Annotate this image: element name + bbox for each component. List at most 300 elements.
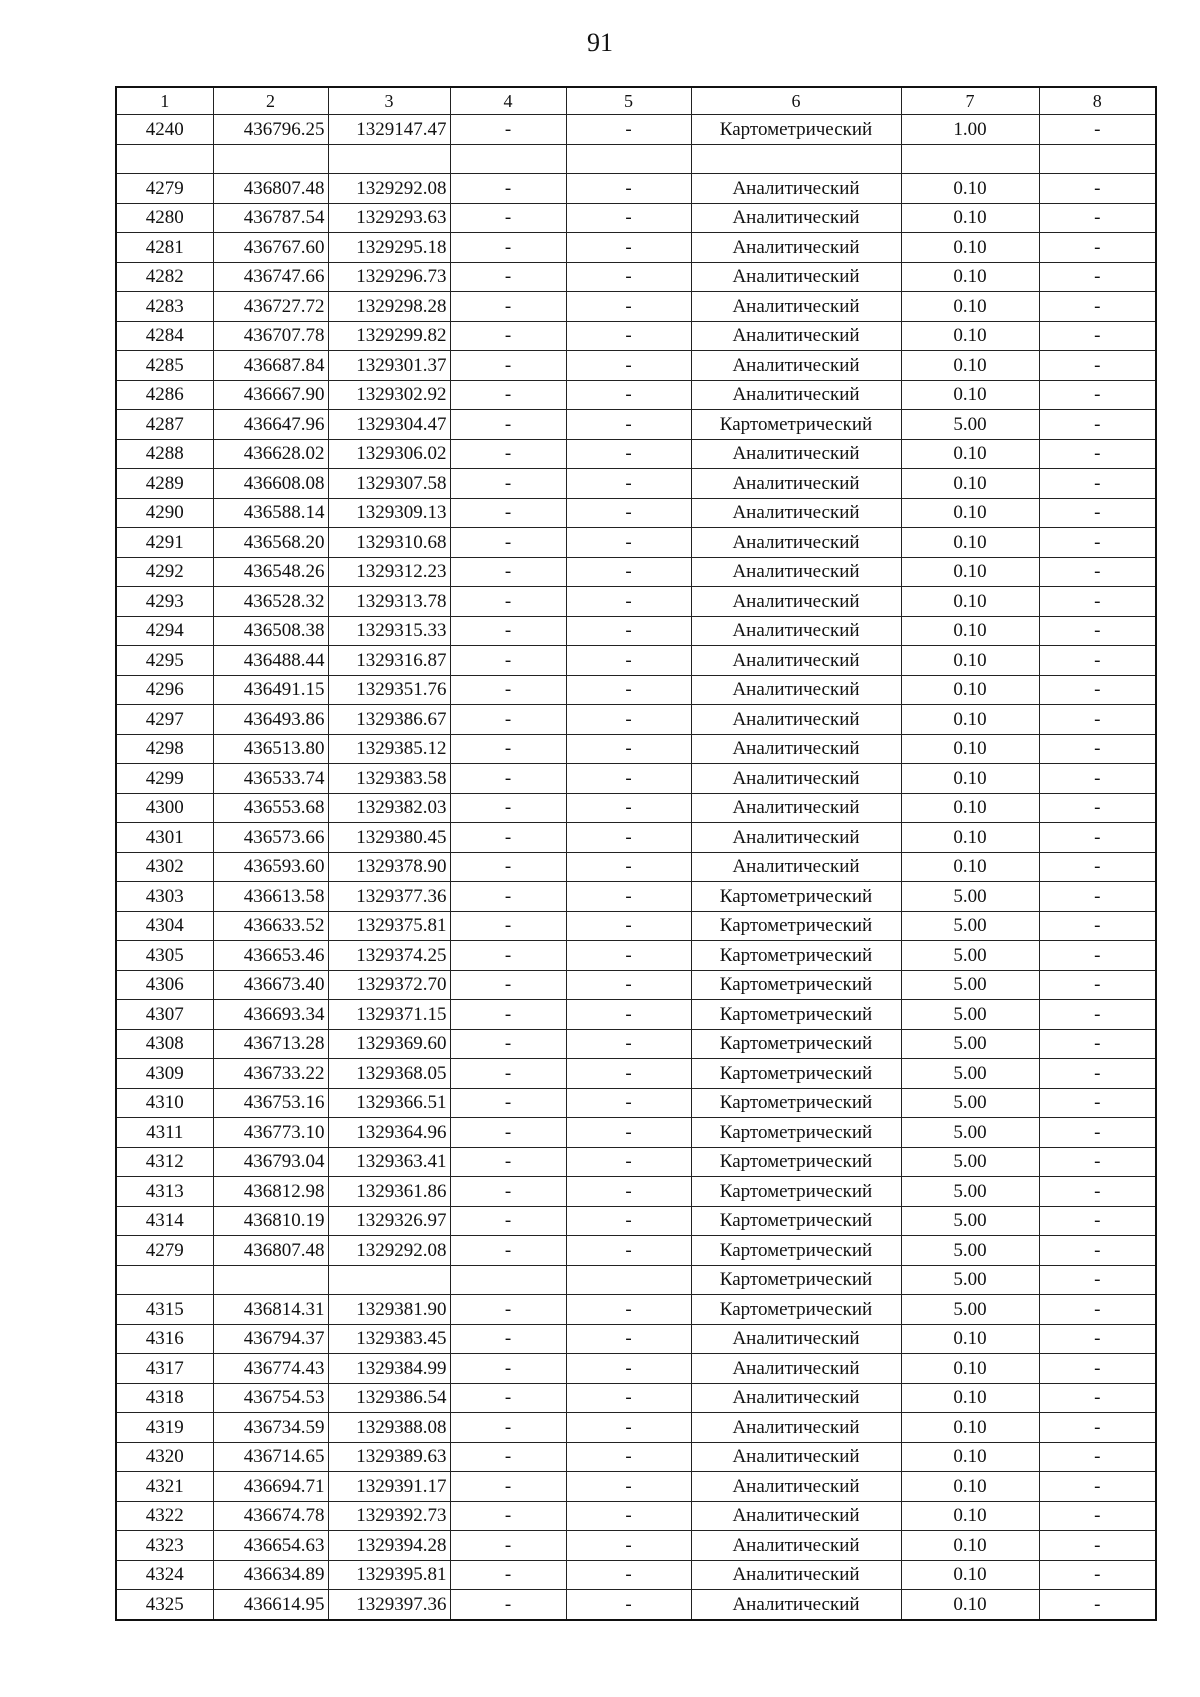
cell-method: Картометрический [691,1118,901,1148]
cell-col-4: - [450,1088,566,1118]
cell-x-coordinate: 436674.78 [213,1501,328,1531]
table-row [116,1413,1156,1443]
cell-col-5: - [566,1206,691,1236]
table-row [116,852,1156,882]
cell-method: Картометрический [691,1147,901,1177]
cell-y-coordinate: 1329361.86 [328,1177,450,1207]
cell-col-5: - [566,1295,691,1325]
cell-col-5: - [566,823,691,853]
table-row [116,115,1156,145]
cell-y-coordinate: 1329147.47 [328,115,450,145]
cell-col-8: - [1039,351,1156,381]
table-row [116,439,1156,469]
cell-accuracy: 0.10 [901,174,1039,204]
cell-col-8: - [1039,292,1156,322]
cell-accuracy: 0.10 [901,1472,1039,1502]
cell-col-4: - [450,262,566,292]
cell-col-4 [450,144,566,174]
cell-point-number: 4303 [116,882,213,912]
cell-col-4: - [450,1000,566,1030]
cell-y-coordinate: 1329306.02 [328,439,450,469]
cell-point-number: 4312 [116,1147,213,1177]
cell-point-number: 4323 [116,1531,213,1561]
table-row [116,528,1156,558]
cell-accuracy: 5.00 [901,970,1039,1000]
cell-col-4: - [450,616,566,646]
cell-x-coordinate: 436707.78 [213,321,328,351]
cell-col-4: - [450,1324,566,1354]
cell-accuracy: 5.00 [901,1118,1039,1148]
table-row [116,1354,1156,1384]
cell-accuracy: 0.10 [901,1590,1039,1620]
cell-x-coordinate: 436687.84 [213,351,328,381]
cell-y-coordinate: 1329371.15 [328,1000,450,1030]
cell-accuracy: 0.10 [901,852,1039,882]
cell-x-coordinate: 436713.28 [213,1029,328,1059]
table-row [116,793,1156,823]
cell-method: Аналитический [691,587,901,617]
cell-col-8: - [1039,1501,1156,1531]
cell-accuracy: 0.10 [901,351,1039,381]
cell-point-number: 4324 [116,1560,213,1590]
cell-point-number [116,1265,213,1295]
cell-method: Аналитический [691,675,901,705]
cell-col-5: - [566,1590,691,1620]
cell-method: Аналитический [691,1442,901,1472]
cell-method: Аналитический [691,557,901,587]
cell-col-4: - [450,469,566,499]
cell-method: Аналитический [691,764,901,794]
cell-col-5: - [566,1442,691,1472]
cell-x-coordinate: 436491.15 [213,675,328,705]
cell-y-coordinate: 1329380.45 [328,823,450,853]
table-row [116,292,1156,322]
cell-point-number: 4295 [116,646,213,676]
cell-col-5: - [566,793,691,823]
cell-x-coordinate: 436733.22 [213,1059,328,1089]
cell-col-5: - [566,941,691,971]
cell-x-coordinate: 436773.10 [213,1118,328,1148]
cell-y-coordinate: 1329310.68 [328,528,450,558]
cell-col-8: - [1039,1088,1156,1118]
cell-method: Картометрический [691,1265,901,1295]
table-row [116,705,1156,735]
cell-x-coordinate: 436796.25 [213,115,328,145]
cell-col-5: - [566,1236,691,1266]
cell-y-coordinate: 1329301.37 [328,351,450,381]
cell-point-number: 4315 [116,1295,213,1325]
cell-method: Аналитический [691,793,901,823]
cell-y-coordinate: 1329377.36 [328,882,450,912]
cell-point-number: 4289 [116,469,213,499]
cell-method: Картометрический [691,1295,901,1325]
cell-point-number: 4298 [116,734,213,764]
cell-accuracy: 5.00 [901,1295,1039,1325]
table-row [116,469,1156,499]
cell-col-4: - [450,1590,566,1620]
cell-accuracy: 0.10 [901,1354,1039,1384]
cell-col-8: - [1039,1118,1156,1148]
cell-point-number: 4286 [116,380,213,410]
table-row [116,734,1156,764]
cell-method: Аналитический [691,321,901,351]
cell-col-8: - [1039,115,1156,145]
cell-y-coordinate: 1329298.28 [328,292,450,322]
cell-col-5: - [566,233,691,263]
cell-y-coordinate: 1329366.51 [328,1088,450,1118]
cell-method: Аналитический [691,1560,901,1590]
table-row [116,174,1156,204]
cell-col-8: - [1039,1531,1156,1561]
cell-y-coordinate: 1329372.70 [328,970,450,1000]
table-row [116,410,1156,440]
cell-accuracy: 5.00 [901,1147,1039,1177]
cell-x-coordinate: 436628.02 [213,439,328,469]
cell-accuracy: 0.10 [901,1531,1039,1561]
cell-col-4: - [450,351,566,381]
cell-method: Аналитический [691,203,901,233]
cell-accuracy: 5.00 [901,1265,1039,1295]
cell-method: Аналитический [691,1501,901,1531]
cell-x-coordinate: 436734.59 [213,1413,328,1443]
cell-x-coordinate: 436794.37 [213,1324,328,1354]
cell-col-5: - [566,1383,691,1413]
table-row [116,1147,1156,1177]
cell-col-5: - [566,262,691,292]
column-header-8: 8 [1039,87,1156,115]
cell-x-coordinate: 436553.68 [213,793,328,823]
cell-col-4: - [450,1472,566,1502]
cell-method: Аналитический [691,646,901,676]
cell-point-number: 4284 [116,321,213,351]
cell-col-8: - [1039,823,1156,853]
cell-col-4: - [450,1236,566,1266]
table-row [116,351,1156,381]
cell-method: Аналитический [691,380,901,410]
cell-method: Картометрический [691,911,901,941]
cell-x-coordinate: 436667.90 [213,380,328,410]
cell-x-coordinate: 436793.04 [213,1147,328,1177]
cell-col-4: - [450,1177,566,1207]
cell-y-coordinate: 1329304.47 [328,410,450,440]
table-row [116,1472,1156,1502]
cell-method: Картометрический [691,1059,901,1089]
cell-method: Картометрический [691,1177,901,1207]
cell-method: Аналитический [691,705,901,735]
cell-method: Аналитический [691,174,901,204]
cell-col-8: - [1039,528,1156,558]
cell-method: Аналитический [691,233,901,263]
cell-col-5: - [566,882,691,912]
cell-col-5: - [566,1059,691,1089]
cell-method: Аналитический [691,1413,901,1443]
cell-col-8: - [1039,410,1156,440]
cell-point-number: 4282 [116,262,213,292]
cell-col-4: - [450,793,566,823]
cell-point-number: 4321 [116,1472,213,1502]
cell-point-number: 4322 [116,1501,213,1531]
cell-col-4: - [450,557,566,587]
cell-col-5 [566,1265,691,1295]
cell-col-8: - [1039,1206,1156,1236]
cell-col-5: - [566,675,691,705]
cell-col-5: - [566,115,691,145]
cell-col-8: - [1039,1324,1156,1354]
cell-col-5: - [566,1354,691,1384]
table-row [116,1295,1156,1325]
cell-col-5: - [566,1560,691,1590]
cell-point-number: 4290 [116,498,213,528]
cell-col-8: - [1039,1354,1156,1384]
cell-col-8: - [1039,1265,1156,1295]
cell-accuracy: 0.10 [901,498,1039,528]
column-header-7: 7 [901,87,1039,115]
cell-x-coordinate: 436493.86 [213,705,328,735]
cell-y-coordinate: 1329312.23 [328,557,450,587]
cell-col-5: - [566,764,691,794]
cell-col-8: - [1039,1147,1156,1177]
cell-col-4: - [450,852,566,882]
cell-col-5: - [566,469,691,499]
cell-method: Картометрический [691,115,901,145]
cell-point-number: 4318 [116,1383,213,1413]
cell-accuracy: 5.00 [901,1000,1039,1030]
cell-col-8: - [1039,1383,1156,1413]
cell-y-coordinate: 1329293.63 [328,203,450,233]
table-row [116,262,1156,292]
table-row [116,1000,1156,1030]
cell-x-coordinate: 436608.08 [213,469,328,499]
cell-accuracy: 0.10 [901,1324,1039,1354]
cell-col-8: - [1039,1590,1156,1620]
cell-method: Аналитический [691,292,901,322]
cell-col-4: - [450,1059,566,1089]
cell-accuracy: 0.10 [901,646,1039,676]
cell-x-coordinate: 436714.65 [213,1442,328,1472]
cell-method: Аналитический [691,351,901,381]
cell-method [691,144,901,174]
cell-y-coordinate: 1329382.03 [328,793,450,823]
table-row [116,1590,1156,1620]
cell-x-coordinate: 436810.19 [213,1206,328,1236]
table-row [116,1206,1156,1236]
table-row [116,1324,1156,1354]
cell-accuracy: 5.00 [901,1177,1039,1207]
cell-col-5: - [566,616,691,646]
cell-col-4: - [450,1029,566,1059]
cell-col-8: - [1039,882,1156,912]
cell-col-8: - [1039,557,1156,587]
column-header-5: 5 [566,87,691,115]
cell-col-5: - [566,587,691,617]
cell-method: Аналитический [691,852,901,882]
cell-col-8: - [1039,203,1156,233]
cell-col-4: - [450,764,566,794]
table-row [116,911,1156,941]
cell-x-coordinate: 436807.48 [213,1236,328,1266]
cell-col-4: - [450,1413,566,1443]
cell-col-5: - [566,1472,691,1502]
table-row [116,675,1156,705]
table-row [116,203,1156,233]
table-row [116,1177,1156,1207]
cell-col-8: - [1039,469,1156,499]
cell-y-coordinate: 1329364.96 [328,1118,450,1148]
table-row [116,1029,1156,1059]
cell-method: Аналитический [691,498,901,528]
cell-y-coordinate: 1329369.60 [328,1029,450,1059]
cell-x-coordinate: 436767.60 [213,233,328,263]
cell-point-number: 4317 [116,1354,213,1384]
cell-point-number: 4304 [116,911,213,941]
cell-y-coordinate: 1329296.73 [328,262,450,292]
cell-accuracy: 0.10 [901,1560,1039,1590]
cell-col-8: - [1039,1000,1156,1030]
cell-col-4: - [450,115,566,145]
cell-x-coordinate: 436807.48 [213,174,328,204]
cell-y-coordinate [328,144,450,174]
cell-y-coordinate: 1329299.82 [328,321,450,351]
cell-x-coordinate: 436533.74 [213,764,328,794]
table-row [116,882,1156,912]
cell-y-coordinate: 1329386.67 [328,705,450,735]
cell-col-5: - [566,203,691,233]
cell-point-number: 4281 [116,233,213,263]
cell-col-5 [566,144,691,174]
cell-method: Картометрический [691,941,901,971]
column-header-2: 2 [213,87,328,115]
cell-point-number: 4288 [116,439,213,469]
cell-y-coordinate: 1329383.45 [328,1324,450,1354]
cell-col-4: - [450,911,566,941]
table-row [116,557,1156,587]
cell-col-4: - [450,410,566,440]
cell-col-4: - [450,941,566,971]
cell-col-8: - [1039,852,1156,882]
cell-accuracy: 0.10 [901,1413,1039,1443]
cell-point-number: 4307 [116,1000,213,1030]
cell-col-8: - [1039,262,1156,292]
table-row [116,616,1156,646]
cell-y-coordinate: 1329307.58 [328,469,450,499]
cell-method: Картометрический [691,410,901,440]
cell-method: Аналитический [691,1354,901,1384]
cell-col-8: - [1039,764,1156,794]
cell-col-8: - [1039,1177,1156,1207]
cell-point-number: 4314 [116,1206,213,1236]
cell-col-4: - [450,233,566,263]
cell-col-5: - [566,1501,691,1531]
cell-method: Картометрический [691,1000,901,1030]
cell-point-number: 4299 [116,764,213,794]
cell-x-coordinate [213,144,328,174]
cell-y-coordinate: 1329386.54 [328,1383,450,1413]
cell-col-8: - [1039,1295,1156,1325]
cell-accuracy: 5.00 [901,1206,1039,1236]
cell-col-4: - [450,1295,566,1325]
cell-y-coordinate: 1329381.90 [328,1295,450,1325]
table-row [116,380,1156,410]
cell-col-4: - [450,1442,566,1472]
cell-x-coordinate: 436568.20 [213,528,328,558]
cell-col-8: - [1039,174,1156,204]
cell-point-number: 4320 [116,1442,213,1472]
cell-x-coordinate: 436488.44 [213,646,328,676]
cell-point-number: 4319 [116,1413,213,1443]
cell-col-5: - [566,528,691,558]
cell-point-number: 4300 [116,793,213,823]
cell-point-number: 4311 [116,1118,213,1148]
table-row [116,587,1156,617]
cell-method: Аналитический [691,1590,901,1620]
cell-col-8: - [1039,1442,1156,1472]
cell-accuracy: 0.10 [901,203,1039,233]
cell-col-5: - [566,1413,691,1443]
cell-col-8: - [1039,941,1156,971]
cell-x-coordinate: 436812.98 [213,1177,328,1207]
cell-x-coordinate: 436633.52 [213,911,328,941]
cell-col-8: - [1039,970,1156,1000]
cell-col-4: - [450,1118,566,1148]
cell-col-4: - [450,823,566,853]
cell-method: Картометрический [691,882,901,912]
cell-accuracy: 5.00 [901,911,1039,941]
cell-y-coordinate: 1329309.13 [328,498,450,528]
cell-y-coordinate: 1329392.73 [328,1501,450,1531]
cell-method: Аналитический [691,1531,901,1561]
cell-col-4: - [450,646,566,676]
cell-accuracy: 0.10 [901,321,1039,351]
cell-accuracy: 0.10 [901,1442,1039,1472]
cell-y-coordinate: 1329315.33 [328,616,450,646]
cell-point-number: 4279 [116,174,213,204]
cell-method: Картометрический [691,1029,901,1059]
cell-point-number: 4292 [116,557,213,587]
cell-col-4: - [450,1531,566,1561]
cell-method: Аналитический [691,616,901,646]
cell-x-coordinate: 436613.58 [213,882,328,912]
table-row [116,1118,1156,1148]
cell-point-number: 4306 [116,970,213,1000]
table-row [116,1383,1156,1413]
cell-col-4: - [450,1147,566,1177]
cell-accuracy: 1.00 [901,115,1039,145]
cell-point-number: 4283 [116,292,213,322]
cell-point-number: 4310 [116,1088,213,1118]
cell-col-5: - [566,557,691,587]
cell-point-number: 4305 [116,941,213,971]
cell-col-4: - [450,1206,566,1236]
cell-col-8: - [1039,734,1156,764]
cell-col-5: - [566,351,691,381]
cell-col-5: - [566,970,691,1000]
cell-accuracy: 5.00 [901,941,1039,971]
cell-col-8: - [1039,1560,1156,1590]
cell-point-number: 4287 [116,410,213,440]
cell-x-coordinate [213,1265,328,1295]
cell-point-number: 4280 [116,203,213,233]
cell-method: Аналитический [691,1324,901,1354]
cell-accuracy: 0.10 [901,469,1039,499]
cell-accuracy: 0.10 [901,557,1039,587]
cell-col-5: - [566,646,691,676]
cell-y-coordinate: 1329384.99 [328,1354,450,1384]
table-row [116,1501,1156,1531]
cell-col-8: - [1039,1029,1156,1059]
cell-accuracy: 5.00 [901,1029,1039,1059]
cell-y-coordinate: 1329389.63 [328,1442,450,1472]
cell-y-coordinate: 1329302.92 [328,380,450,410]
